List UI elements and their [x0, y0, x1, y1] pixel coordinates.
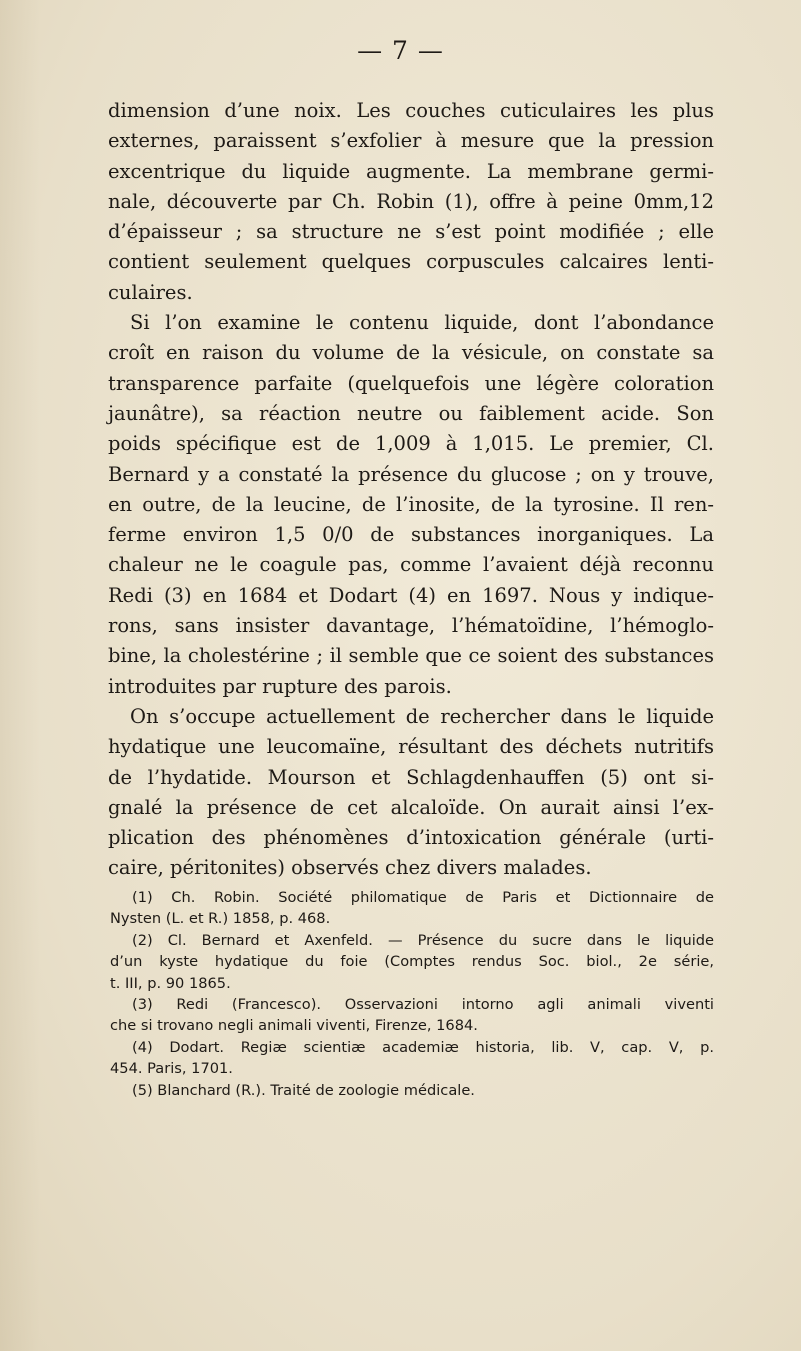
text-line: On s’occupe actuellement de rechercher dans le liquide — [130, 704, 714, 728]
text-line: excentrique du liquide augmente. La membrane germi- — [108, 159, 714, 183]
text-line: gnalé la présence de cet alcaloïde. On aurait ainsi l’ex- — [108, 795, 714, 819]
footnote-line: d’un kyste hydatique du foie (Comptes rendus Soc. biol., 2e série, — [110, 953, 714, 971]
text-line: bine, la cholestérine ; il semble que ce soient des substances — [108, 644, 714, 668]
text-line: Bernard y a constaté la présence du glucose ; on y trouve, — [108, 462, 714, 486]
text-line: jaunâtre), sa réaction neutre ou faiblement acide. Son — [108, 401, 714, 425]
footnote-line: (2) Cl. Bernard et Axenfeld. — Présence du sucre dans le liquide — [132, 931, 714, 949]
text-line: rons, sans insister davantage, l’hématoïdine, l’hémoglo- — [108, 614, 714, 638]
text-line: Redi (3) en 1684 et Dodart (4) en 1697. Nous y indique- — [108, 583, 714, 607]
text-line: Si l’on examine le contenu liquide, dont l’abondance — [130, 311, 714, 335]
page-number: — 7 — — [357, 36, 444, 65]
text-line: culaires. — [108, 280, 193, 304]
text-line: de l’hydatide. Mourson et Schlagdenhauffen (5) ont si- — [108, 765, 714, 789]
text-line: chaleur ne le coagule pas, comme l’avaient déjà reconnu — [108, 553, 714, 577]
footnote-line: Nysten (L. et R.) 1858, p. 468. — [110, 910, 331, 928]
text-line: hydatique une leucomaïne, résultant des déchets nutritifs — [108, 735, 714, 759]
footnote-line: (3) Redi (Francesco). Osservazioni intorno agli animali viventi — [132, 995, 714, 1013]
footnotes — [110, 887, 714, 1101]
footnote-line: che si trovano negli animali viventi, Firenze, 1684. — [110, 1017, 478, 1035]
footnote-line: (1) Ch. Robin. Société philomatique de Paris et Dictionnaire de — [132, 889, 714, 906]
text-line: introduites par rupture des parois. — [108, 674, 452, 698]
text-line: d’épaisseur ; sa structure ne s’est point modifiée ; elle — [108, 220, 714, 244]
text-line: poids spécifique est de 1,009 à 1,015. Le premier, Cl. — [108, 432, 714, 456]
text-line: nale, découverte par Ch. Robin (1), offre à peine 0mm,12 — [108, 189, 714, 213]
footnote-line: 454. Paris, 1701. — [110, 1060, 233, 1078]
text-line: caire, péritonites) observés chez divers malades. — [108, 856, 592, 880]
text-line: transparence parfaite (quelquefois une légère coloration — [108, 371, 714, 395]
text-line: en outre, de la leucine, de l’inosite, de la tyrosine. Il ren- — [108, 492, 714, 516]
text-line: croît en raison du volume de la vésicule, on constate sa — [108, 341, 714, 365]
footnote-line: t. III, p. 90 1865. — [110, 974, 231, 992]
text-line: ferme environ 1,5 0/0 de substances inorganiques. La — [108, 523, 714, 547]
text-line: plication des phénomènes d’intoxication générale (urti- — [108, 826, 714, 850]
footnote-line: (4) Dodart. Regiæ scientiæ academiæ historia, lib. V, cap. V, p. — [132, 1038, 714, 1056]
main-text — [108, 96, 714, 884]
text-line: contient seulement quelques corpuscules calcaires lenti- — [108, 250, 714, 274]
text-line: dimension d’une noix. Les couches cuticulaires les plus — [108, 99, 714, 122]
footnote-line: (5) Blanchard (R.). Traité de zoologie médicale. — [132, 1081, 475, 1099]
text-line: externes, paraissent s’exfolier à mesure que la pression — [108, 129, 714, 153]
